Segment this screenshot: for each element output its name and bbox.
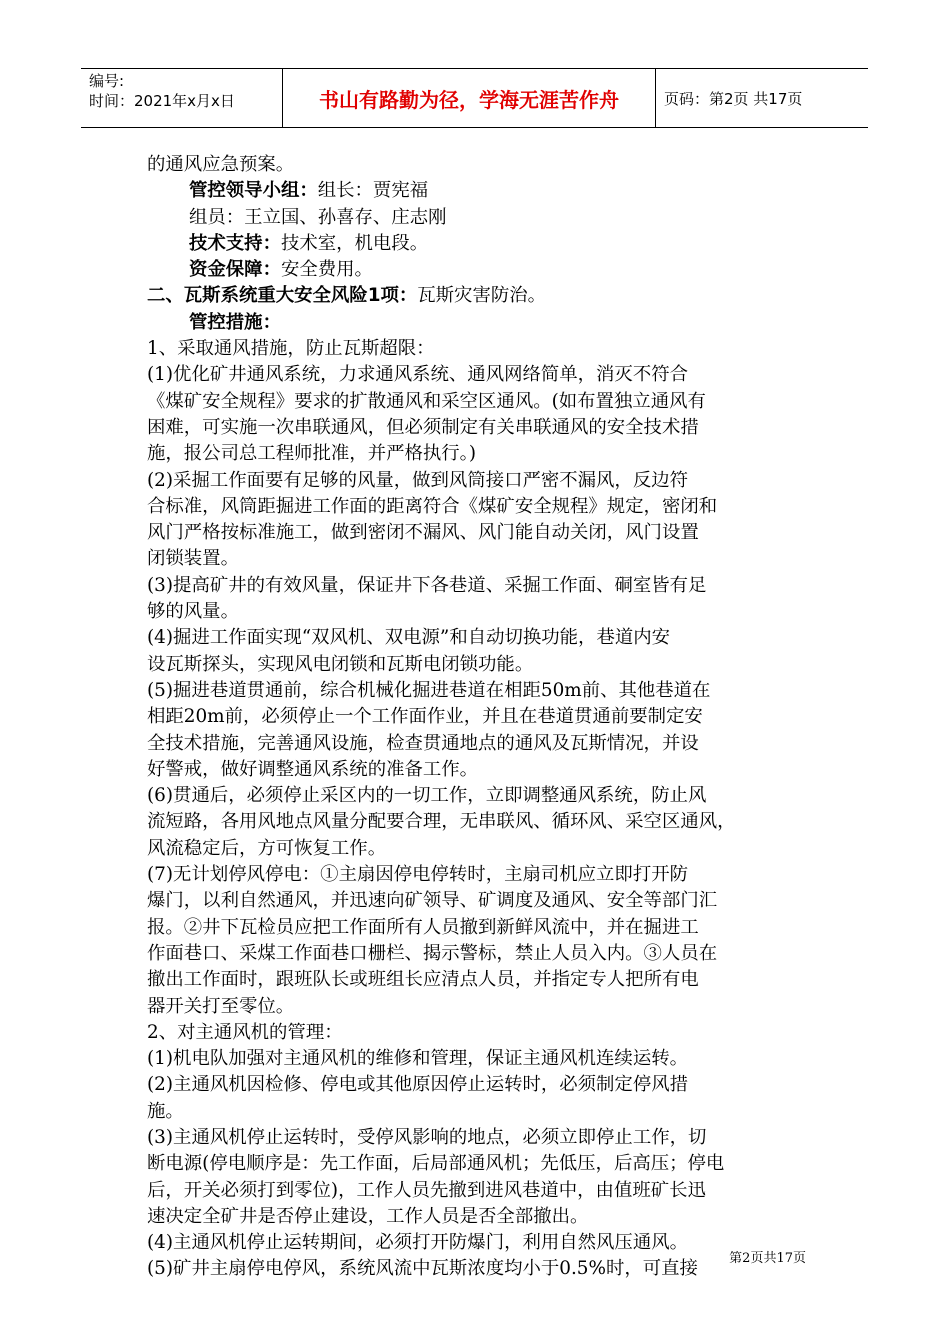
text-line: 风门严格按标准施工，做到密闭不漏风、风门能自动关闭，风门设置 <box>147 522 699 544</box>
text-span: 组长：贾宪福 <box>317 180 429 202</box>
text-line: 速决定全矿井是否停止建设，工作人员是否全部撤出。 <box>147 1205 589 1227</box>
text-span: 安全费用。 <box>280 259 373 281</box>
text-line: 作面巷口、采煤工作面巷口栅栏、揭示警标，禁止人员入内。③人员在 <box>147 942 718 964</box>
header-page-code: 页码：第2页 共17页 <box>664 89 803 108</box>
text-line: 报。②井下瓦检员应把工作面所有人员撤到新鲜风流中，并在掘进工 <box>147 916 699 938</box>
text-line: (5)矿井主扇停电停风，系统风流中瓦斯浓度均小于0.5%时，可直接 <box>147 1258 698 1280</box>
text-span: 瓦斯灾害防治。 <box>417 285 547 307</box>
bold-label: 管控措施： <box>189 311 281 333</box>
text-line <box>147 310 811 336</box>
bold-label: 管控领导小组： <box>189 180 318 202</box>
text-line: (2)主通风机因检修、停电或其他原因停止运转时，必须制定停风措 <box>147 1074 688 1096</box>
text-line: 2、对主通风机的管理： <box>147 1021 343 1043</box>
text-line: 组员：王立国、孙喜存、庄志刚 <box>189 206 447 228</box>
text-line: (6)贯通后，必须停止采区内的一切工作，立即调整通风系统，防止风 <box>147 785 707 807</box>
page-footer: 第2页共17页 <box>729 1251 806 1266</box>
header-motto: 书山有路勤为径，学海无涯苦作舟 <box>282 69 656 127</box>
bold-label: 二、瓦斯系统重大安全风险1项： <box>147 285 418 307</box>
document-body <box>147 152 811 1283</box>
text-line: 闭锁装置。 <box>147 548 239 570</box>
text-line: 《煤矿安全规程》要求的扩散通风和采空区通风。(如布置独立通风有 <box>147 390 706 412</box>
text-line: (2)采掘工作面要有足够的风量，做到风筒接口严密不漏风，反边符 <box>147 469 688 491</box>
text-line: 好警戒，做好调整通风系统的准备工作。 <box>147 758 479 780</box>
text-line: 困难，可实施一次串联通风，但必须制定有关串联通风的安全技术措 <box>147 416 699 438</box>
text-span: 技术室，机电段。 <box>280 232 429 254</box>
text-line: 合标准，风筒距掘进工作面的距离符合《煤矿安全规程》规定，密闭和 <box>147 495 718 517</box>
text-line: 断电源(停电顺序是：先工作面，后局部通风机；先低压，后高压；停电 <box>147 1153 725 1175</box>
text-line: 爆门，以利自然通风，并迅速向矿领导、矿调度及通风、安全等部门汇 <box>147 890 718 912</box>
number-label: 编号: <box>89 72 125 90</box>
text-line: (4)掘进工作面实现“双风机、双电源”和自动切换功能，巷道内安 <box>147 627 671 649</box>
text-line: (4)主通风机停止运转期间，必须打开防爆门，利用自然风压通风。 <box>147 1232 688 1254</box>
text-line <box>147 231 811 257</box>
text-line: (1)优化矿井通风系统，力求通风系统、通风网络简单，消灭不符合 <box>147 364 688 386</box>
text-line: 风流稳定后，方可恢复工作。 <box>147 837 387 859</box>
bold-label: 技术支持： <box>189 232 281 254</box>
text-line: 撤出工作面时，跟班队长或班组长应清点人员，并指定专人把所有电 <box>147 969 699 991</box>
text-line: 施，报公司总工程师批准，并严格执行。) <box>147 443 477 465</box>
text-line: (7)无计划停风停电：①主扇因停电停转时，主扇司机应立即打开防 <box>147 864 688 886</box>
text-line <box>147 178 811 204</box>
page-header <box>81 68 868 128</box>
text-line: 流短路，各用风地点风量分配要合理，无串联风、循环风、采空区通风， <box>147 811 736 833</box>
text-line: 相距20m前，必须停止一个工作面作业，并且在巷道贯通前要制定安 <box>147 706 703 728</box>
text-line: 后，开关必须打到零位)，工作人员先撤到进风巷道中，由值班矿长迅 <box>147 1179 706 1201</box>
section-heading <box>147 283 811 309</box>
text-line: 全技术措施，完善通风设施，检查贯通地点的通风及瓦斯情况，并设 <box>147 732 699 754</box>
bold-label: 资金保障： <box>189 259 281 281</box>
text-line: 1、采取通风措施，防止瓦斯超限： <box>147 338 435 360</box>
time-label: 时间：2021年x月x日 <box>89 92 235 110</box>
text-line: (3)主通风机停止运转时，受停风影响的地点，必须立即停止工作，切 <box>147 1126 707 1148</box>
text-line: 够的风量。 <box>147 601 239 623</box>
header-left-cell <box>81 69 282 127</box>
text-line: (5)掘进巷道贯通前，综合机械化掘进巷道在相距50m前、其他巷道在 <box>147 679 711 701</box>
text-line <box>147 257 811 283</box>
text-line: (1)机电队加强对主通风机的维修和管理，保证主通风机连续运转。 <box>147 1048 688 1070</box>
text-line: 设瓦斯探头，实现风电闭锁和瓦斯电闭锁功能。 <box>147 653 534 675</box>
text-line: (3)提高矿井的有效风量，保证井下各巷道、采掘工作面、硐室皆有足 <box>147 574 707 596</box>
text-line: 器开关打至零位。 <box>147 995 295 1017</box>
text-line: 的通风应急预案。 <box>147 154 295 175</box>
text-line: 施。 <box>147 1100 184 1122</box>
